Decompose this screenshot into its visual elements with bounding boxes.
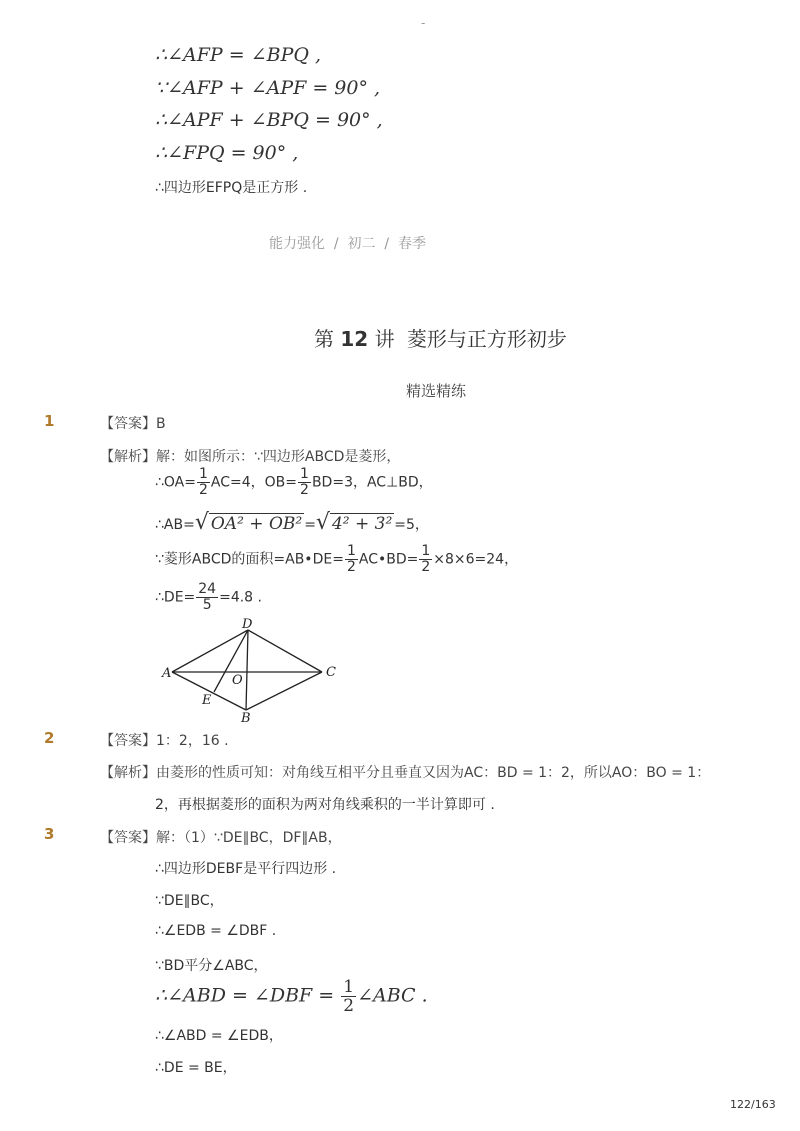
frac-den: 2 [343, 996, 355, 1016]
q2-analysis-line-2: 2，再根据菱形的面积为两对角线乘积的一半计算即可 . [155, 797, 495, 813]
sqrt-expression-2: √ 4² + 3² [315, 510, 393, 535]
q1-analysis-line-2 [155, 467, 433, 498]
q1-l2b: AC=4，OB= [210, 474, 298, 491]
q3-math-line [155, 978, 428, 1015]
frac-num: 1 [421, 543, 431, 559]
lecture-title [314, 323, 567, 352]
lecture-prefix: 第 [314, 327, 334, 351]
proof-conclusion: ∴四边形EFPQ是正方形 . [155, 180, 308, 196]
question-number-3: 3 [44, 825, 55, 843]
edge-cb [246, 672, 322, 710]
q3-math-a: ∴∠ABD = ∠DBF = [155, 984, 341, 1007]
q1-l4c: ×8×6=24， [433, 551, 519, 568]
page-number: 122/163 [730, 1098, 776, 1111]
radicand-2: 4² + 3² [331, 514, 393, 534]
q1-l3b: =5， [394, 517, 429, 533]
q3-answer-text: 解：（1）∵DE∥BC，DF∥AB， [156, 830, 342, 846]
analysis-tag: 【解析】 [100, 765, 156, 781]
q1-answer [100, 413, 166, 433]
answer-tag: 【答案】 [100, 416, 156, 432]
proof-line-2: ∵∠AFP + ∠APF = 90° , [155, 77, 381, 99]
rhombus-figure [160, 616, 340, 724]
proof-line-1: ∴∠AFP = ∠BPQ , [155, 44, 322, 66]
frac-den: 2 [346, 559, 356, 575]
proof-line-3: ∴∠APF + ∠BPQ = 90° , [155, 109, 383, 131]
q3-line-4: ∵BD平分∠ABC， [155, 958, 268, 974]
q3-math-b: ∠ABC . [357, 984, 428, 1007]
label-e: E [202, 693, 212, 708]
section-breadcrumb: 能力强化 / 初二 / 春季 [269, 236, 427, 252]
q1-l4a: ∵菱形ABCD的面积=AB•DE= [155, 551, 344, 568]
label-a: A [162, 666, 172, 681]
lecture-suffix: 讲 [374, 327, 395, 351]
q1-l3a: ∴AB= [155, 517, 195, 533]
q1-text-1: 解：如图所示：∵四边形ABCD是菱形， [156, 449, 401, 465]
q1-l3eq: = [304, 517, 316, 533]
label-o: O [232, 673, 243, 688]
q3-line-2: ∵DE∥BC， [155, 893, 224, 909]
edge-dc [248, 630, 322, 672]
q1-answer-value: B [156, 416, 166, 432]
fraction-half [345, 544, 358, 575]
sqrt-expression-1: √ OA² + OB² [194, 510, 303, 535]
q3-line-6: ∴DE = BE， [155, 1060, 237, 1076]
frac-den: 2 [421, 559, 431, 575]
q1-l5b: =4.8 . [219, 589, 262, 606]
fraction-half [298, 467, 311, 498]
q3-line-5: ∴∠ABD = ∠EDB， [155, 1028, 283, 1044]
frac-num: 1 [300, 466, 309, 482]
answer-tag: 【答案】 [100, 830, 156, 846]
q1-l5a: ∴DE= [155, 589, 196, 606]
q2-answer [100, 730, 229, 750]
q1-analysis-line-3 [155, 510, 429, 535]
label-d: D [242, 617, 253, 632]
q3-line-3: ∴∠EDB = ∠DBF . [155, 923, 277, 939]
q2-text-1: 由菱形的性质可知：对角线互相平分且垂直又因为AC：BD = 1：2，所以AO：BO = 1： [156, 765, 711, 781]
fraction-half [197, 467, 210, 498]
q3-line-1: ∴四边形DEBF是平行四边形 . [155, 861, 337, 877]
q1-l2a: ∴OA= [155, 474, 196, 491]
q1-analysis-line-4 [155, 544, 518, 575]
question-number-1: 1 [44, 412, 55, 430]
frac-num: 1 [346, 543, 356, 559]
question-number-2: 2 [44, 729, 55, 747]
q2-answer-value: 1：2，16 . [156, 733, 229, 749]
fraction-half [419, 544, 432, 575]
q3-answer-line [100, 827, 342, 847]
analysis-tag: 【解析】 [100, 449, 156, 465]
frac-num: 1 [199, 466, 208, 482]
section-subtitle: 精选精练 [406, 382, 467, 400]
q1-analysis-line-1 [100, 446, 400, 466]
q1-analysis-line-5 [155, 582, 262, 613]
fraction-half [341, 978, 356, 1015]
q1-l4b: AC•BD= [358, 551, 419, 568]
frac-num: 1 [343, 977, 355, 997]
label-c: C [326, 665, 336, 680]
frac-num: 24 [198, 581, 217, 597]
lecture-name: 菱形与正方形初步 [406, 327, 567, 351]
frac-den: 2 [300, 482, 309, 498]
diagonal-db [246, 630, 248, 710]
frac-den: 5 [202, 597, 212, 613]
proof-line-4: ∴∠FPQ = 90° , [155, 142, 299, 164]
q2-analysis-line-1 [100, 762, 710, 782]
q1-l2c: BD=3，AC⊥BD， [311, 474, 433, 491]
lecture-number: 12 [340, 327, 369, 351]
frac-den: 2 [199, 482, 208, 498]
header-mark: - [421, 16, 426, 30]
answer-tag: 【答案】 [100, 733, 156, 749]
fraction-24-5 [196, 582, 218, 613]
label-b: B [241, 711, 251, 724]
radicand-1: OA² + OB² [210, 514, 303, 534]
